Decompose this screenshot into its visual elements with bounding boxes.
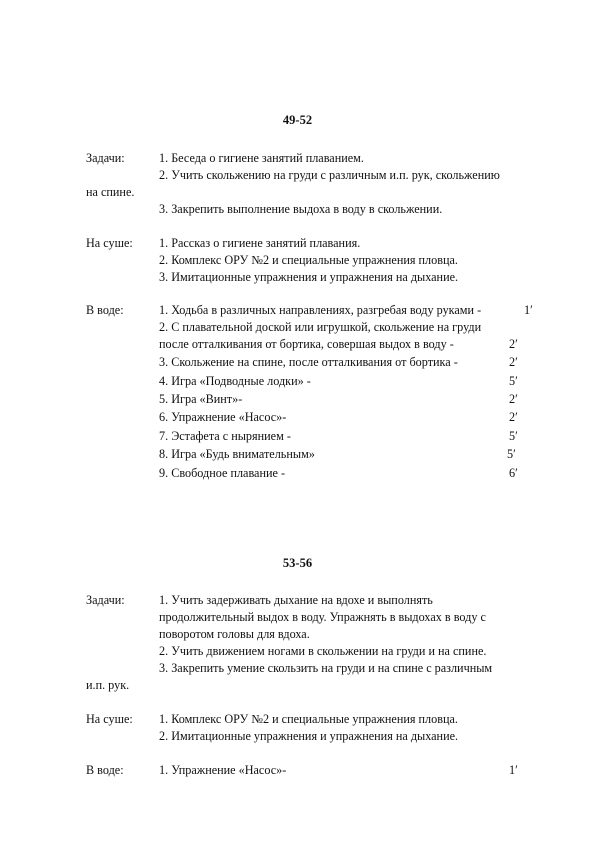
- water-time: 2′: [509, 337, 518, 351]
- task-line: поворотом головы для вдоха.: [159, 627, 310, 641]
- water-time: 1′: [509, 763, 518, 777]
- water-line: 6. Упражнение «Насос»-: [159, 410, 287, 424]
- water-time: 6′: [509, 466, 518, 480]
- task-line: на спине.: [86, 185, 135, 199]
- water-label: В воде:: [86, 303, 124, 317]
- water-line: 1. Ходьба в различных направлениях, разгребая воду руками -: [159, 303, 482, 317]
- water-line: 1. Упражнение «Насос»-: [159, 763, 287, 777]
- task-line: и.п. рук.: [86, 678, 130, 692]
- water-line: после отталкивания от бортика, совершая выдох в воду -: [159, 337, 454, 351]
- task-line: 1. Учить задерживать дыхание на вдохе и выполнять: [159, 593, 433, 607]
- water-time: 5′: [509, 429, 518, 443]
- water-line: 7. Эстафета с нырянием -: [159, 429, 291, 443]
- task-line: 1. Беседа о гигиене занятий плаванием.: [159, 151, 364, 165]
- tasks-label: Задачи:: [86, 593, 125, 607]
- task-line: 2. Учить скольжению на груди с различным и.п. рук, скольжению: [159, 168, 500, 182]
- land-label: На суше:: [86, 236, 133, 250]
- water-line: 3. Скольжение на спине, после отталкивания от бортика -: [159, 355, 458, 369]
- land-line: 2. Комплекс ОРУ №2 и специальные упражнения пловца.: [159, 253, 458, 267]
- water-time: 2′: [509, 392, 518, 406]
- tasks-label: Задачи:: [86, 151, 125, 165]
- water-line: 8. Игра «Будь внимательным»: [159, 447, 315, 461]
- task-line: 2. Учить движением ногами в скольжении на груди и на спине.: [159, 644, 487, 658]
- water-time: 5′: [507, 447, 516, 461]
- task-line: 3. Закрепить выполнение выдоха в воду в скольжении.: [159, 202, 443, 216]
- water-line: 4. Игра «Подводные лодки» -: [159, 374, 311, 388]
- section-heading: 53-56: [282, 556, 313, 570]
- water-line: 2. С плавательной доской или игрушкой, скольжение на груди: [159, 320, 482, 334]
- water-label: В воде:: [86, 763, 124, 777]
- task-line: продолжительный выдох в воду. Упражнять в выдохах в воду с: [159, 610, 486, 624]
- land-line: 1. Комплекс ОРУ №2 и специальные упражнения пловца.: [159, 712, 458, 726]
- water-time: 2′: [509, 355, 518, 369]
- task-line: 3. Закрепить умение скользить на груди и на спине с различным: [159, 661, 493, 675]
- land-line: 2. Имитационные упражнения и упражнения на дыхание.: [159, 729, 459, 743]
- land-label: На суше:: [86, 712, 133, 726]
- land-line: 1. Рассказ о гигиене занятий плавания.: [159, 236, 361, 250]
- water-time: 5′: [509, 374, 518, 388]
- water-time: 1′: [524, 303, 533, 317]
- water-time: 2′: [509, 410, 518, 424]
- water-line: 5. Игра «Винт»-: [159, 392, 243, 406]
- water-line: 9. Свободное плавание -: [159, 466, 286, 480]
- land-line: 3. Имитационные упражнения и упражнения на дыхание.: [159, 270, 459, 284]
- section-heading: 49-52: [282, 113, 313, 127]
